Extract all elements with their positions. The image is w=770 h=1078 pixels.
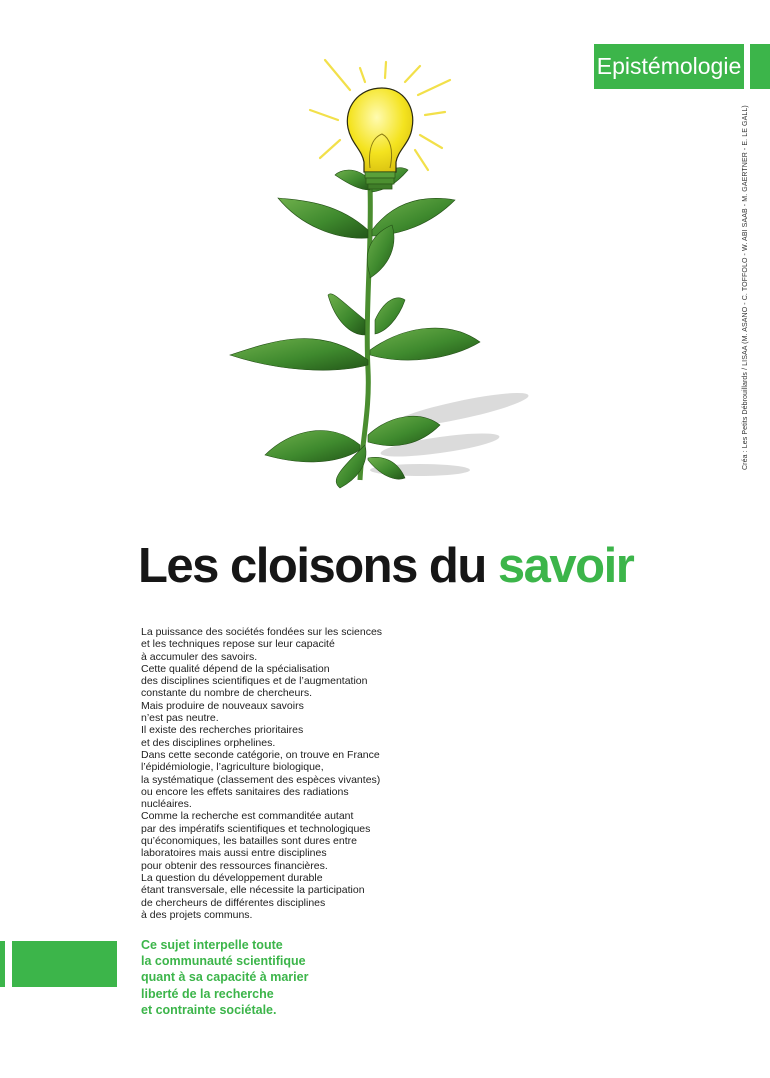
body-line: Comme la recherche est commanditée autant [141,810,354,823]
credit-line: Créa : Les Petits Débrouillards / LISAA (M. ASANO - C. TOFFOLO - W. ABI SAAB - M. GAERTNER - E. LE GALL) [742,105,749,470]
body-line: Il existe des recherches prioritaires [141,724,304,737]
body-line: étant transversale, elle nécessite la participation [141,884,365,897]
accent-bar-thin [0,941,5,987]
body-line: pour obtenir des ressources financières. [141,859,328,872]
body-line: Dans cette seconde catégorie, on trouve en France [141,748,380,761]
body-line: l’épidémiologie, l’agriculture biologique, [141,761,324,774]
body-line: nucléaires. [141,798,192,811]
body-line: ou encore les effets sanitaires des radiations [141,785,349,798]
body-line: La puissance des sociétés fondées sur les sciences [141,626,383,638]
title-main: Les cloisons du [138,539,498,593]
conclusion-line: la communauté scientifique [141,954,306,969]
body-line: à accumuler des savoirs. [141,650,258,663]
body-line: Mais produire de nouveaux savoirs [141,699,304,712]
body-text [141,626,401,921]
body-line: par des impératifs scientifiques et technologiques [141,822,371,835]
section-tag-strip [750,44,770,89]
body-line: Cette qualité dépend de la spécialisation [141,662,330,675]
body-line: qu’économiques, les batailles sont dures entre [141,835,357,848]
conclusion-line: quant à sa capacité à marier [141,970,309,985]
page-title [138,538,738,594]
accent-bar [12,941,117,987]
body-line: à des projets communs. [141,908,253,921]
conclusion-line: et contrainte sociétale. [141,1002,277,1017]
body-line: de chercheurs de différentes disciplines [141,896,326,909]
conclusion-text [141,937,371,1018]
body-line: constante du nombre de chercheurs. [141,687,313,700]
section-tag: Epistémologie [594,44,744,89]
conclusion-line: Ce sujet interpelle toute [141,938,283,952]
body-line: La question du développement durable [141,871,323,884]
body-line: la systématique (classement des espèces vivantes) [141,773,381,786]
body-line: et les techniques repose sur leur capacité [141,638,335,651]
title-accent: savoir [497,539,634,593]
plant-with-lightbulb-icon [220,50,550,500]
body-line: et des disciplines orphelines. [141,736,276,749]
conclusion-line: liberté de la recherche [141,986,274,1001]
body-line: des disciplines scientifiques et de l’augmentation [141,675,368,688]
body-line: laboratoires mais aussi entre disciplines [141,847,327,860]
body-line: n’est pas neutre. [141,712,219,725]
